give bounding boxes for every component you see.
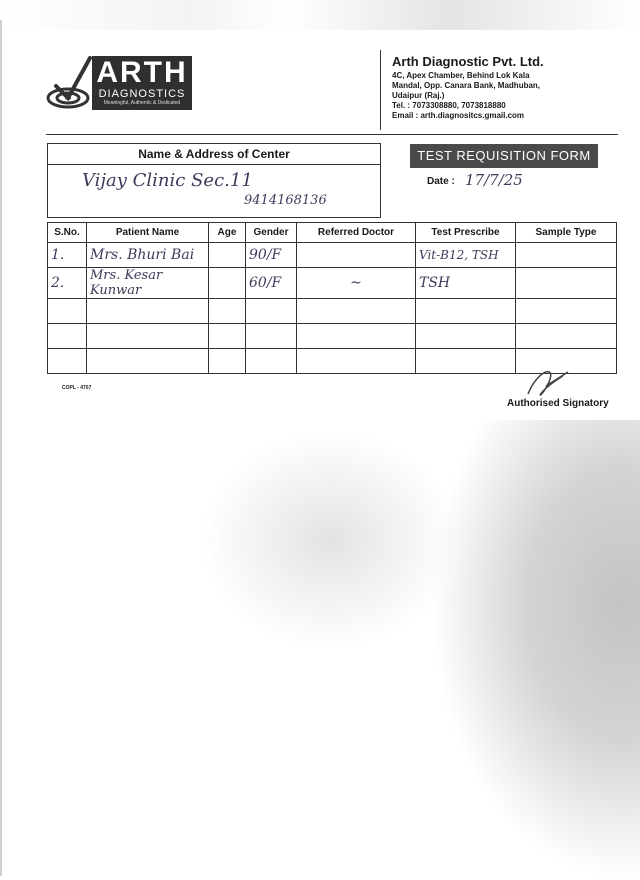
col-test-prescribe: Test Prescribe — [416, 223, 516, 243]
cell: Vit-B12, TSH — [416, 243, 516, 268]
cell — [297, 349, 416, 374]
signature-label: Authorised Signatory — [507, 398, 609, 409]
address-line: Mandal, Opp. Canara Bank, Madhuban, — [392, 81, 541, 90]
col-age: Age — [209, 223, 246, 243]
cell — [297, 299, 416, 324]
company-address — [392, 71, 572, 121]
address-line: 4C, Apex Chamber, Behind Lok Kala — [392, 71, 530, 80]
logo — [92, 56, 192, 110]
address-line: Email : arth.diagnositcs.gmail.com — [392, 111, 525, 120]
requisition-table — [47, 222, 617, 374]
col-sample-type: Sample Type — [516, 223, 617, 243]
cell: 1. — [48, 243, 87, 268]
cell: Mrs. Bhuri Bai — [87, 243, 209, 268]
cell: Mrs. Kesar Kunwar — [87, 268, 209, 299]
cell — [87, 299, 209, 324]
cell — [209, 324, 246, 349]
table-row — [48, 243, 617, 268]
cell: 90/F — [246, 243, 297, 268]
table-row — [48, 324, 617, 349]
cell — [209, 299, 246, 324]
col-gender: Gender — [246, 223, 297, 243]
cell — [416, 299, 516, 324]
target-check-icon — [46, 56, 94, 112]
cell — [516, 324, 617, 349]
cell: 60/F — [246, 268, 297, 299]
center-name: Vijay Clinic Sec.11 — [82, 170, 253, 191]
header-divider — [380, 50, 381, 130]
header-rule — [46, 134, 618, 135]
scan-noise-right — [430, 420, 640, 880]
address-line: Tel. : 7073308880, 7073818880 — [392, 101, 506, 110]
cell — [87, 349, 209, 374]
logo-subtitle: DIAGNOSTICS — [98, 88, 186, 100]
cell — [516, 299, 617, 324]
cell: TSH — [416, 268, 516, 299]
date-label: Date : — [427, 176, 455, 187]
table-row — [48, 299, 617, 324]
cell — [48, 324, 87, 349]
cell — [416, 324, 516, 349]
logo-tagline: Meaningful, Authentic & Dedicated — [103, 100, 181, 106]
cell: 2. — [48, 268, 87, 299]
form-title: TEST REQUISITION FORM — [410, 144, 598, 168]
cell — [209, 243, 246, 268]
cell — [87, 324, 209, 349]
cell — [246, 299, 297, 324]
cell — [246, 349, 297, 374]
logo-brand: ARTH — [96, 56, 188, 89]
cell — [516, 243, 617, 268]
col-sno: S.No. — [48, 223, 87, 243]
company-name: Arth Diagnostic Pvt. Ltd. — [392, 54, 544, 69]
cell — [48, 299, 87, 324]
cell — [246, 324, 297, 349]
col-patient-name: Patient Name — [87, 223, 209, 243]
cell — [516, 268, 617, 299]
cell — [209, 349, 246, 374]
date-value: 17/7/25 — [465, 171, 523, 189]
center-phone: 9414168136 — [244, 193, 327, 208]
scan-noise-middle — [200, 430, 460, 650]
address-line: Udaipur (Raj.) — [392, 91, 445, 100]
signature-scribble — [518, 364, 578, 400]
cell — [48, 349, 87, 374]
form-code: COPL - 4707 — [62, 385, 92, 391]
cell — [297, 243, 416, 268]
cell — [209, 268, 246, 299]
cell: ~ — [297, 268, 416, 299]
table-header-row — [48, 223, 617, 243]
cell — [416, 349, 516, 374]
cell — [297, 324, 416, 349]
table-row — [48, 268, 617, 299]
center-heading: Name & Address of Center — [48, 144, 380, 165]
col-referred-doctor: Referred Doctor — [297, 223, 416, 243]
scan-noise-top — [0, 0, 640, 30]
scan-edge — [0, 20, 2, 876]
